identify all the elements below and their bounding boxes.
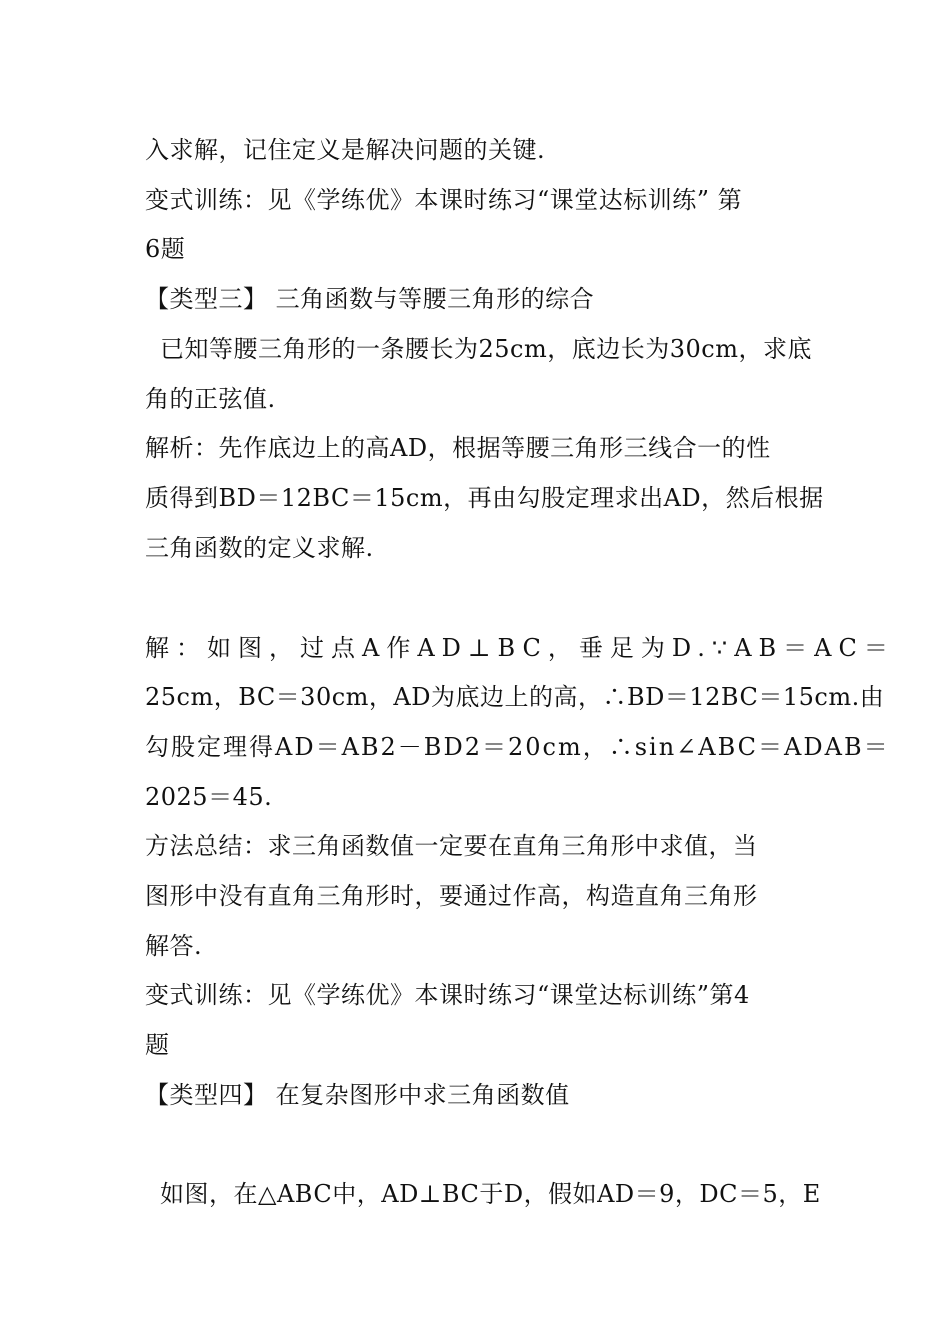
paragraph-line: 勾股定理得AD＝AB2－BD2＝20cm，∴sin∠ABC＝ADAB＝: [145, 733, 890, 761]
paragraph-line: 解析：先作底边上的高AD，根据等腰三角形三线合一的性: [145, 434, 771, 462]
paragraph-line: 解答.: [145, 932, 203, 960]
section-heading: 【类型三】 三角函数与等腰三角形的综合: [145, 285, 595, 313]
paragraph-line: 方法总结：求三角函数值一定要在直角三角形中求值，当: [145, 832, 758, 860]
paragraph-line: 三角函数的定义求解.: [145, 534, 374, 562]
paragraph-line: 2025＝45.: [145, 783, 273, 811]
paragraph-line: 题: [145, 1031, 170, 1059]
paragraph-line: 如图，在△ABC中，AD⊥BC于D，假如AD＝9，DC＝5，E: [160, 1180, 821, 1208]
paragraph-line: 图形中没有直角三角形时，要通过作高，构造直角三角形: [145, 882, 758, 910]
paragraph-line: 解：如图，过点A作AD⊥BC，垂足为D.∵AB＝AC＝: [145, 634, 895, 662]
paragraph-line: 已知等腰三角形的一条腰长为25cm，底边长为30cm，求底: [160, 335, 812, 363]
paragraph-line: 角的正弦值.: [145, 385, 276, 413]
paragraph-line: 6题: [145, 235, 186, 263]
paragraph-line: 变式训练：见《学练优》本课时练习“课堂达标训练” 第: [145, 186, 743, 214]
paragraph-line: 25cm，BC＝30cm，AD为底边上的高，∴BD＝12BC＝15cm.由: [145, 683, 885, 711]
section-heading: 【类型四】 在复杂图形中求三角函数值: [145, 1081, 570, 1109]
paragraph-line: 质得到BD＝12BC＝15cm，再由勾股定理求出AD，然后根据: [145, 484, 824, 512]
paragraph-line: 入求解，记住定义是解决问题的关键.: [145, 136, 546, 164]
paragraph-line: 变式训练：见《学练优》本课时练习“课堂达标训练”第4: [145, 981, 750, 1009]
